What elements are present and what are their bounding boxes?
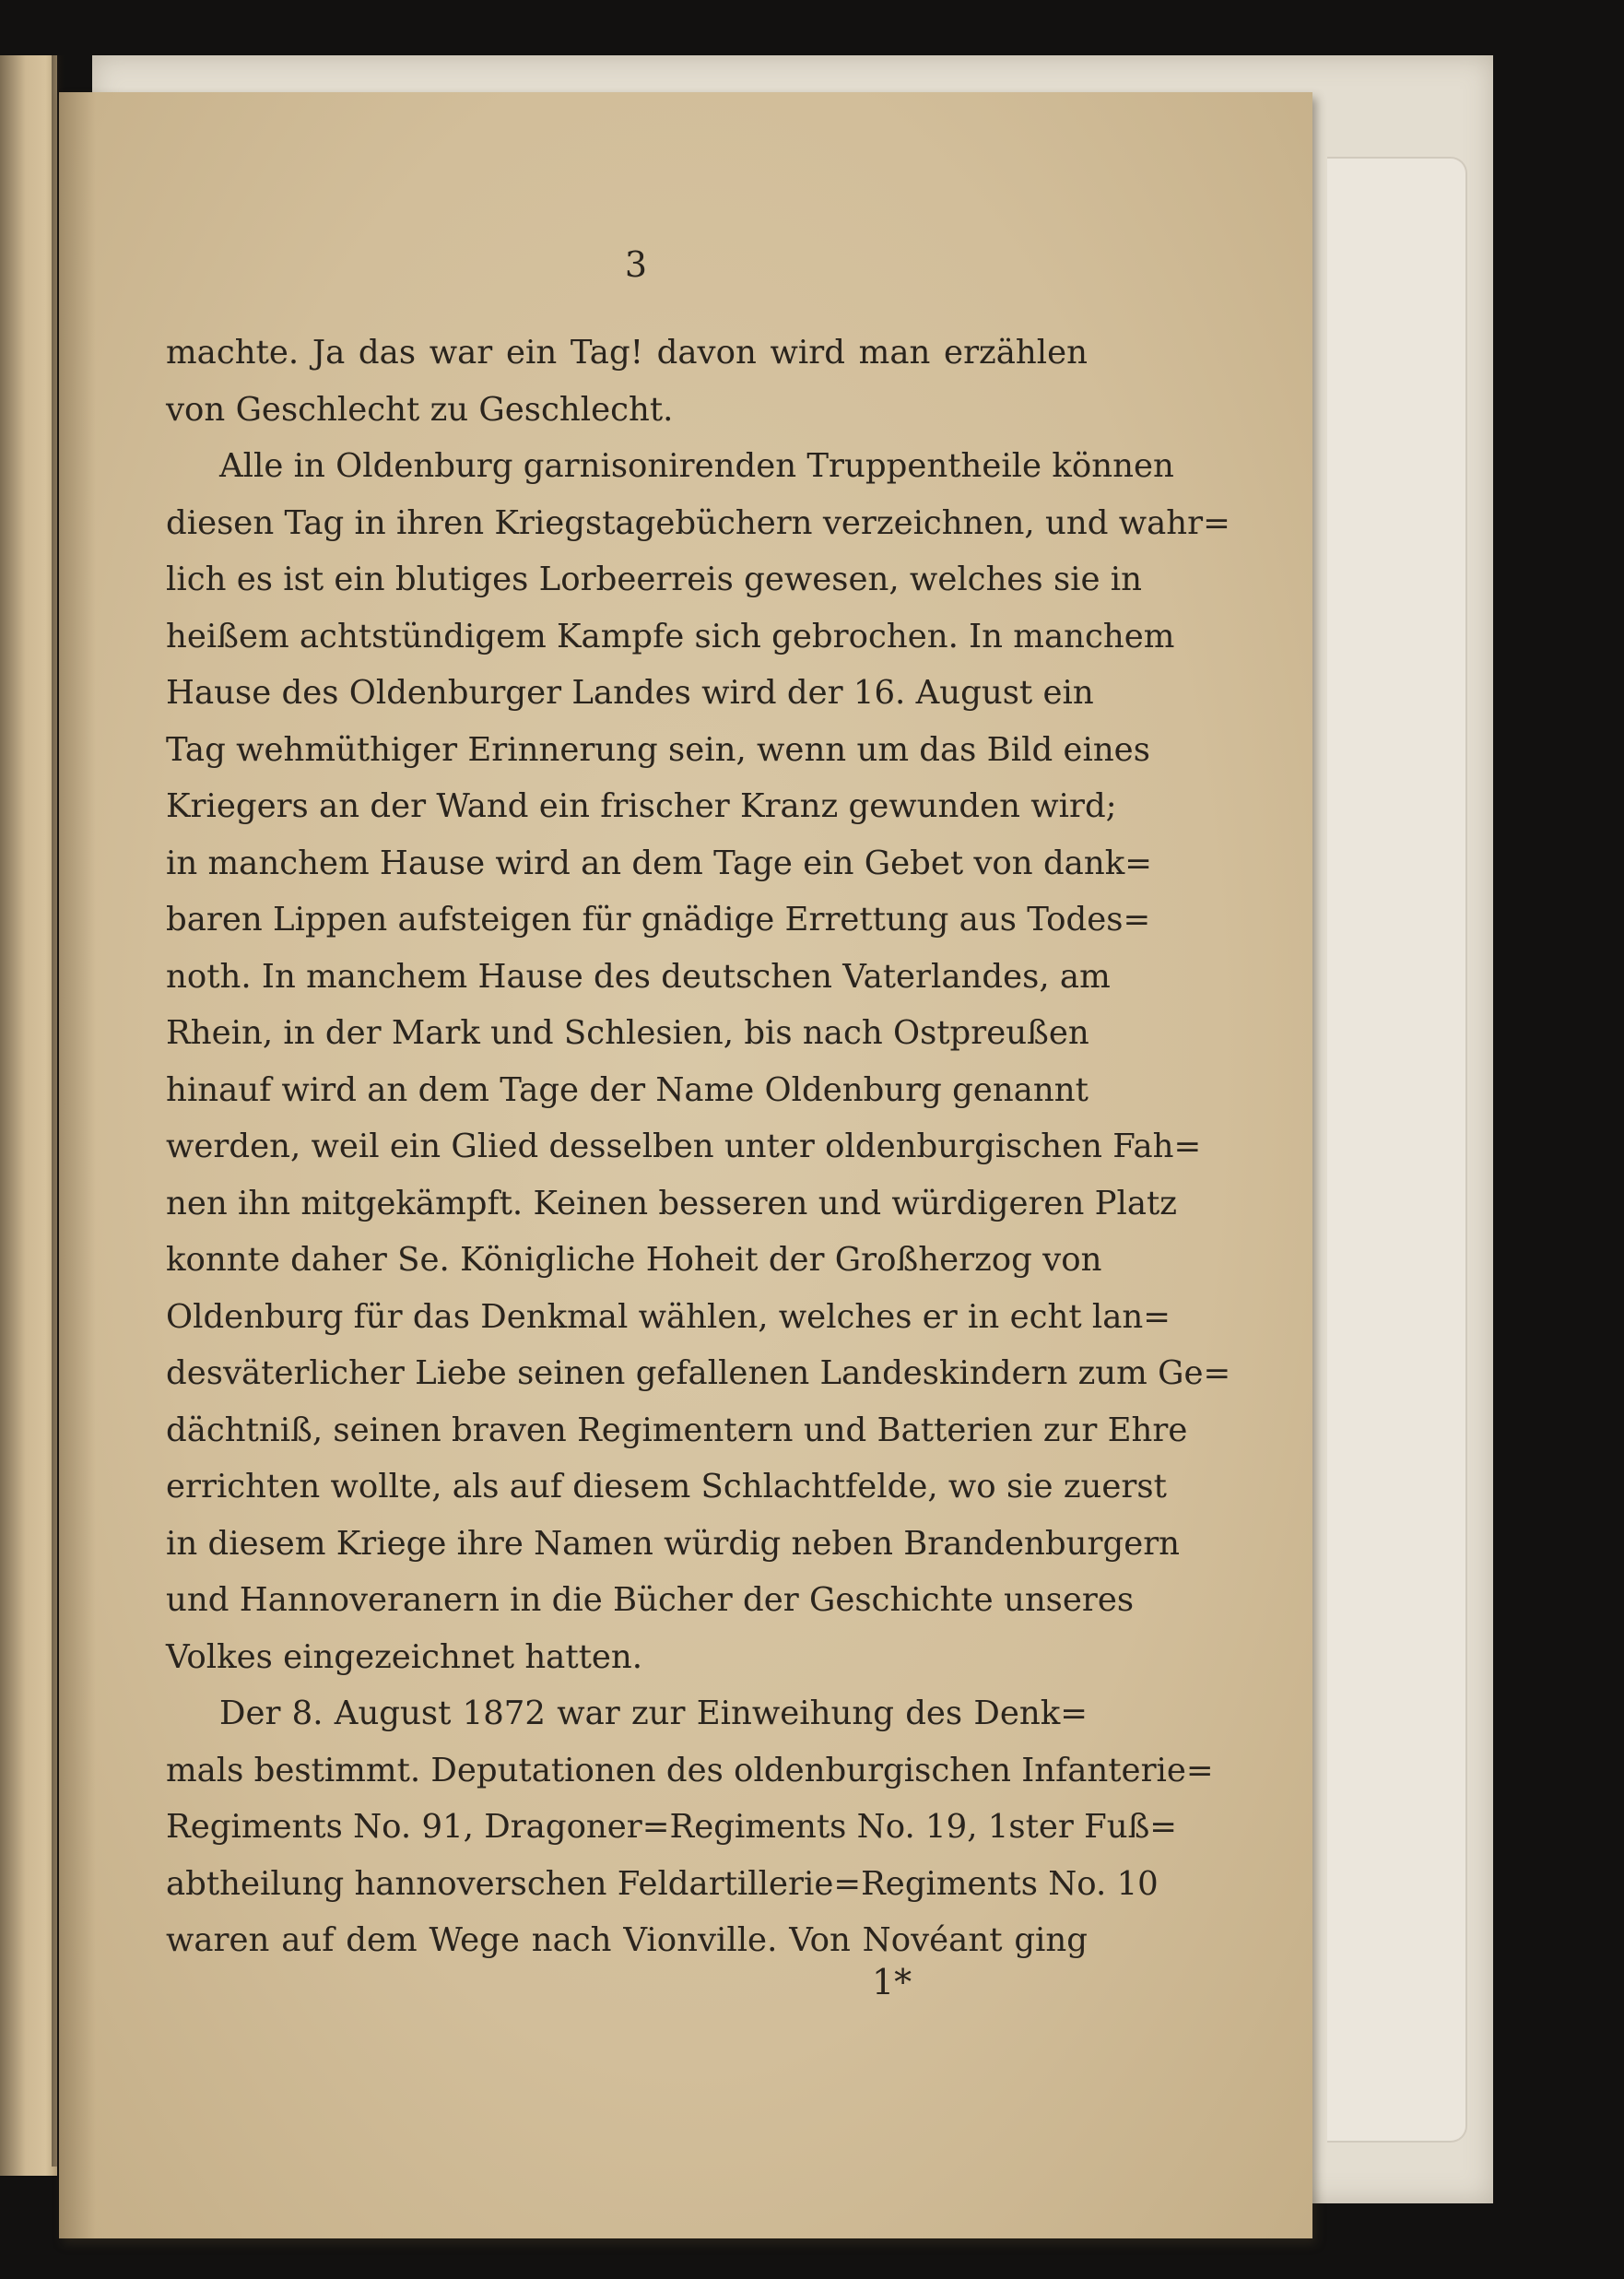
text-line: machte. Ja das war ein Tag! davon wird man erzählen xyxy=(166,334,1088,372)
text-line: in diesem Kriege ihre Namen würdig neben Brandenburgern xyxy=(166,1524,1181,1563)
text-line: mals bestimmt. Deputationen des oldenburgischen Infanterie= xyxy=(166,1751,1214,1789)
text-line: in manchem Hause wird an dem Tage ein Gebet von dank= xyxy=(166,844,1152,882)
text-line: Oldenburg für das Denkmal wählen, welches er in echt lan= xyxy=(166,1297,1171,1336)
text-line: hinauf wird an dem Tage der Name Oldenburg genannt xyxy=(166,1070,1089,1109)
text-line: von Geschlecht zu Geschlecht. xyxy=(166,390,674,429)
text-line: Der 8. August 1872 war zur Einweihung des Denk= xyxy=(219,1694,1088,1732)
text-line: waren auf dem Wege nach Vionville. Von Novéant ging xyxy=(166,1921,1088,1959)
text-line: diesen Tag in ihren Kriegstagebüchern verzeichnen, und wahr= xyxy=(166,503,1230,542)
text-line: und Hannoveranern in die Bücher der Geschichte unseres xyxy=(166,1581,1135,1619)
text-line: desväterlicher Liebe seinen gefallenen Landeskindern zum Ge= xyxy=(166,1354,1231,1392)
text-line: Tag wehmüthiger Erinnerung sein, wenn um das Bild eines xyxy=(166,730,1150,769)
text-line: Regiments No. 91, Dragoner=Regiments No. 19, 1ster Fuß= xyxy=(166,1808,1178,1846)
left-page-edge xyxy=(0,55,57,2176)
text-line: Volkes eingezeichnet hatten. xyxy=(166,1637,643,1676)
cover-inner-panel xyxy=(1327,157,1467,2143)
page-number: 3 xyxy=(624,244,648,285)
text-line: abtheilung hannoverschen Feldartillerie=Regiments No. 10 xyxy=(166,1864,1159,1903)
text-line: nen ihn mitgekämpft. Keinen besseren und würdigeren Platz xyxy=(166,1184,1177,1222)
text-line: dächtniß, seinen braven Regimentern und Batterien zur Ehre xyxy=(166,1411,1188,1449)
body-text xyxy=(166,325,1231,1969)
text-line: Rhein, in der Mark und Schlesien, bis nach Ostpreußen xyxy=(166,1014,1089,1052)
text-line: Kriegers an der Wand ein frischer Kranz gewunden wird; xyxy=(166,787,1117,825)
text-line: Hause des Oldenburger Landes wird der 16. August ein xyxy=(166,674,1094,712)
text-line: werden, weil ein Glied desselben unter oldenburgischen Fah= xyxy=(166,1128,1202,1165)
signature-mark: 1* xyxy=(872,1962,912,2002)
text-line: errichten wollte, als auf diesem Schlachtfelde, wo sie zuerst xyxy=(166,1468,1167,1506)
text-line: lich es ist ein blutiges Lorbeerreis gewesen, welches sie in xyxy=(166,561,1143,598)
text-line: heißem achtstündigem Kampfe sich gebrochen. In manchem xyxy=(166,617,1175,655)
text-line: Alle in Oldenburg garnisonirenden Truppentheile können xyxy=(219,447,1174,485)
text-line: baren Lippen aufsteigen für gnädige Errettung aus Todes= xyxy=(166,901,1151,939)
text-line: konnte daher Se. Königliche Hoheit der Großherzog von xyxy=(166,1241,1102,1279)
text-line: noth. In manchem Hause des deutschen Vaterlandes, am xyxy=(166,957,1111,996)
page-gutter-shadow xyxy=(59,92,96,2238)
